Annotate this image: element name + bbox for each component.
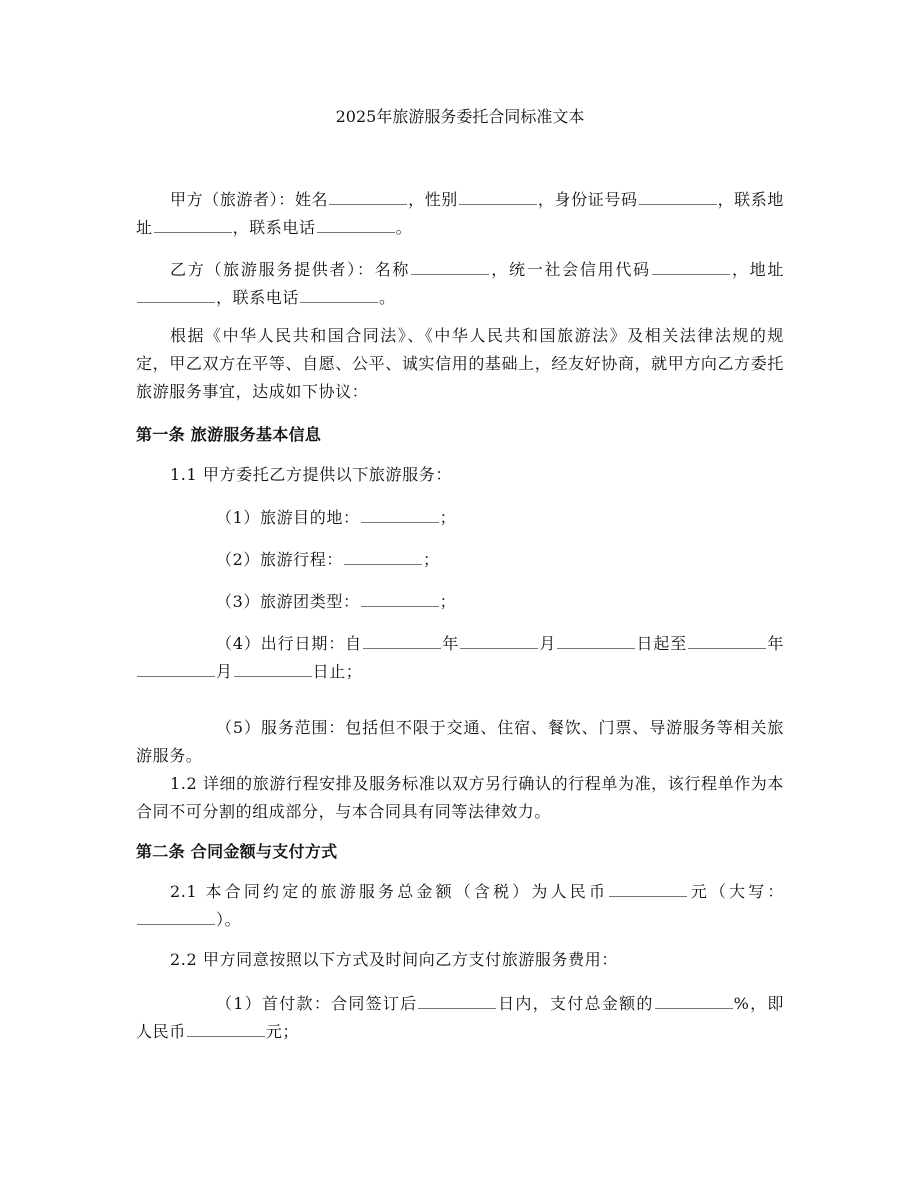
- start-year-blank[interactable]: [363, 647, 441, 649]
- name-label: 姓名: [294, 190, 329, 209]
- tour-type-blank[interactable]: [361, 605, 439, 607]
- tour-type-label: （3）旅游团类型：: [216, 592, 360, 611]
- end-year-blank[interactable]: [688, 647, 766, 649]
- down-payment-label: （1）首付款：合同签订后: [216, 994, 418, 1013]
- down-payment-days-blank[interactable]: [418, 1007, 496, 1009]
- total-amount-label: 2.1 本合同约定的旅游服务总金额（含税）为人民币: [170, 882, 609, 901]
- semicolon: ；: [422, 550, 440, 569]
- month-label: 月: [539, 634, 557, 653]
- party-b-paragraph: [136, 256, 784, 312]
- down-payment-percent-blank[interactable]: [655, 1007, 733, 1009]
- days-unit-label: 日内，支付总金额的: [497, 994, 654, 1013]
- percent-unit-label: %，即人民币: [136, 994, 784, 1041]
- clause-2-1: [136, 878, 784, 934]
- preamble-paragraph: 根据《中华人民共和国合同法》、《中华人民共和国旅游法》及相关法律法规的规定，甲乙双方在平等、自愿、公平、诚实信用的基础上，经友好协商，就甲方向乙方委托旅游服务事宜，达成如下协议：: [136, 326, 784, 401]
- id-label: ，身份证号码: [537, 190, 638, 209]
- item-travel-date: [136, 630, 784, 686]
- clause-1-2: 1.2 详细的旅游行程安排及服务标准以双方另行确认的行程单为准，该行程单作为本合同不可分割的组成部分，与本合同具有同等法律效力。: [136, 774, 784, 821]
- name-label: 名称: [374, 260, 411, 279]
- party-a-name-blank[interactable]: [329, 203, 407, 205]
- clause-2-2: 2.2 甲方同意按照以下方式及时间向乙方支付旅游服务费用：: [170, 950, 618, 969]
- gender-label: ，性别: [408, 190, 458, 209]
- item-itinerary: [136, 546, 784, 574]
- destination-blank[interactable]: [361, 521, 439, 523]
- clause-1-1: 1.1 甲方委托乙方提供以下旅游服务：: [170, 465, 452, 484]
- party-a-address-blank[interactable]: [154, 231, 232, 233]
- item-destination: [136, 504, 784, 532]
- period: 。: [379, 288, 396, 307]
- party-b-credit-blank[interactable]: [652, 273, 730, 275]
- end-day-blank[interactable]: [234, 675, 312, 677]
- article-2-heading: 第二条 合同金额与支付方式: [136, 842, 338, 861]
- article-1-heading: 第一条 旅游服务基本信息: [136, 425, 322, 444]
- party-a-id-blank[interactable]: [639, 203, 717, 205]
- down-payment-item: [136, 990, 784, 1046]
- party-b-label: 乙方（旅游服务提供者）：: [170, 260, 375, 279]
- semicolon: ；: [439, 508, 457, 527]
- credit-code-label: ，统一社会信用代码: [490, 260, 651, 279]
- month-label: 月: [216, 662, 233, 681]
- semicolon: ；: [439, 592, 457, 611]
- destination-label: （1）旅游目的地：: [216, 508, 360, 527]
- yuan-label: 元；: [265, 1022, 300, 1041]
- down-payment-amount-blank[interactable]: [187, 1035, 265, 1037]
- itinerary-label: （2）旅游行程：: [216, 550, 343, 569]
- party-b-phone-blank[interactable]: [300, 301, 378, 303]
- start-month-blank[interactable]: [460, 647, 538, 649]
- period: 。: [395, 218, 413, 237]
- party-a-gender-blank[interactable]: [459, 203, 537, 205]
- address-label: ，地址: [730, 260, 784, 279]
- party-b-name-blank[interactable]: [411, 273, 489, 275]
- item-tour-type: [136, 588, 784, 616]
- closing-paren: ）。: [216, 910, 242, 929]
- phone-label: ，联系电话: [216, 288, 300, 307]
- year-label: 年: [441, 634, 460, 653]
- party-a-label: 甲方（旅游者）：: [170, 190, 295, 209]
- amount-in-words-blank[interactable]: [137, 923, 215, 925]
- party-a-phone-blank[interactable]: [317, 231, 395, 233]
- day-to-label: 日止；: [312, 662, 363, 681]
- end-month-blank[interactable]: [137, 675, 215, 677]
- party-a-paragraph: [136, 186, 784, 242]
- itinerary-blank[interactable]: [344, 563, 422, 565]
- start-day-blank[interactable]: [557, 647, 635, 649]
- year-label: 年: [767, 634, 784, 653]
- document-title: 2025年旅游服务委托合同标准文本: [335, 107, 585, 126]
- address-label: ，联系地址: [136, 190, 784, 237]
- day-from-label: 日起至: [636, 634, 688, 653]
- party-b-address-blank[interactable]: [137, 301, 215, 303]
- item-service-scope: （5）服务范围：包括但不限于交通、住宿、餐饮、门票、导游服务等相关旅游服务。: [136, 718, 784, 765]
- phone-label: ，联系电话: [232, 218, 316, 237]
- travel-date-label: （4）出行日期：自: [216, 634, 362, 653]
- total-amount-blank[interactable]: [609, 895, 687, 897]
- amount-unit-label: 元（大写：: [688, 882, 784, 901]
